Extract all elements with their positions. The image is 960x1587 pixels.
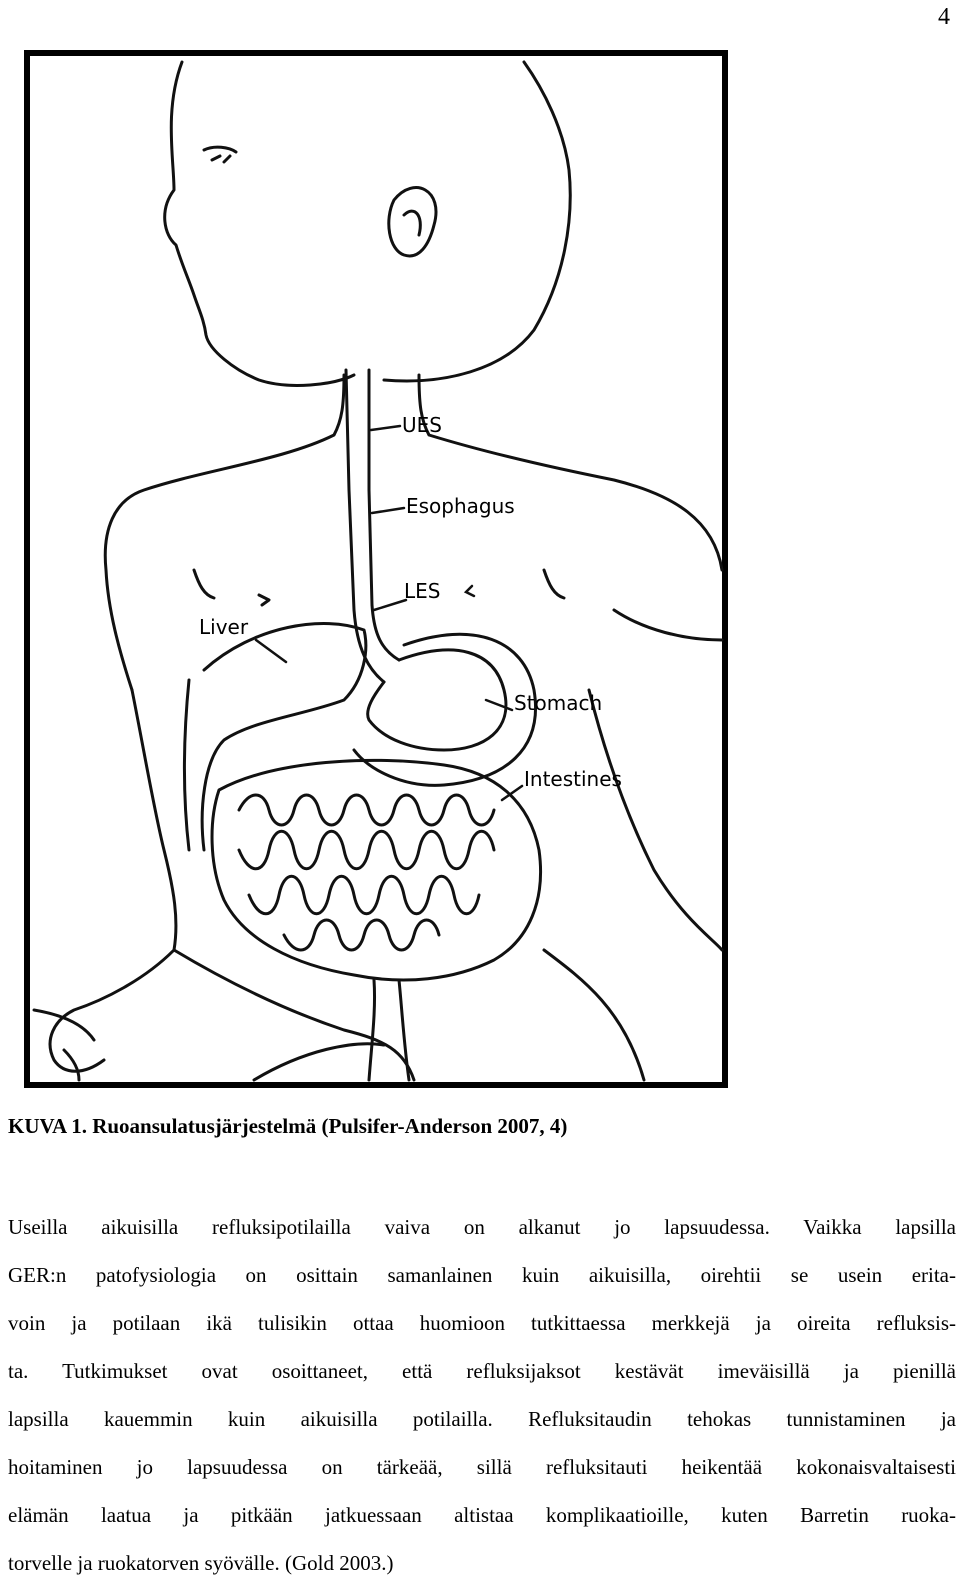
les-label: LES — [404, 579, 441, 603]
liver-label: Liver — [199, 615, 249, 639]
intestines-label: Intestines — [524, 767, 622, 791]
paragraph-line: ta. Tutkimukset ovat osoittaneet, että refluksijaksot kestävät imeväisillä ja pienillä — [8, 1359, 956, 1383]
figure-caption: KUVA 1. Ruoansulatusjärjestelmä (Pulsifer-Anderson 2007, 4) — [8, 1114, 568, 1138]
body-paragraph — [8, 1203, 956, 1587]
paragraph-line: Useilla aikuisilla refluksipotilailla vaiva on alkanut jo lapsuudessa. Vaikka lapsilla — [8, 1215, 956, 1239]
page-number: 4 — [938, 4, 950, 30]
digestive-system-illustration — [24, 50, 728, 1088]
paragraph-line: GER:n patofysiologia on osittain samanlainen kuin aikuisilla, oirehtii se usein erita- — [8, 1263, 956, 1287]
paragraph-line: lapsilla kauemmin kuin aikuisilla potilailla. Refluksitaudin tehokas tunnistaminen ja — [8, 1407, 956, 1431]
paragraph-line: elämän laatua ja pitkään jatkuessaan altistaa komplikaatioille, kuten Barretin ruoka- — [8, 1503, 956, 1527]
esophagus-label: Esophagus — [406, 494, 515, 518]
stomach-label: Stomach — [514, 691, 603, 715]
paragraph-line: hoitaminen jo lapsuudessa on tärkeää, sillä refluksitauti heikentää kokonaisvaltaisesti — [8, 1455, 956, 1479]
digestive-system-figure — [24, 50, 728, 1088]
paragraph-line: torvelle ja ruokatorven syövälle. (Gold 2003.) — [8, 1551, 394, 1575]
figure-frame — [27, 53, 725, 1085]
ues-label: UES — [402, 413, 442, 437]
paragraph-line: voin ja potilaan ikä tulisikin ottaa huomioon tutkittaessa merkkejä ja oireita refluksis- — [8, 1311, 956, 1335]
